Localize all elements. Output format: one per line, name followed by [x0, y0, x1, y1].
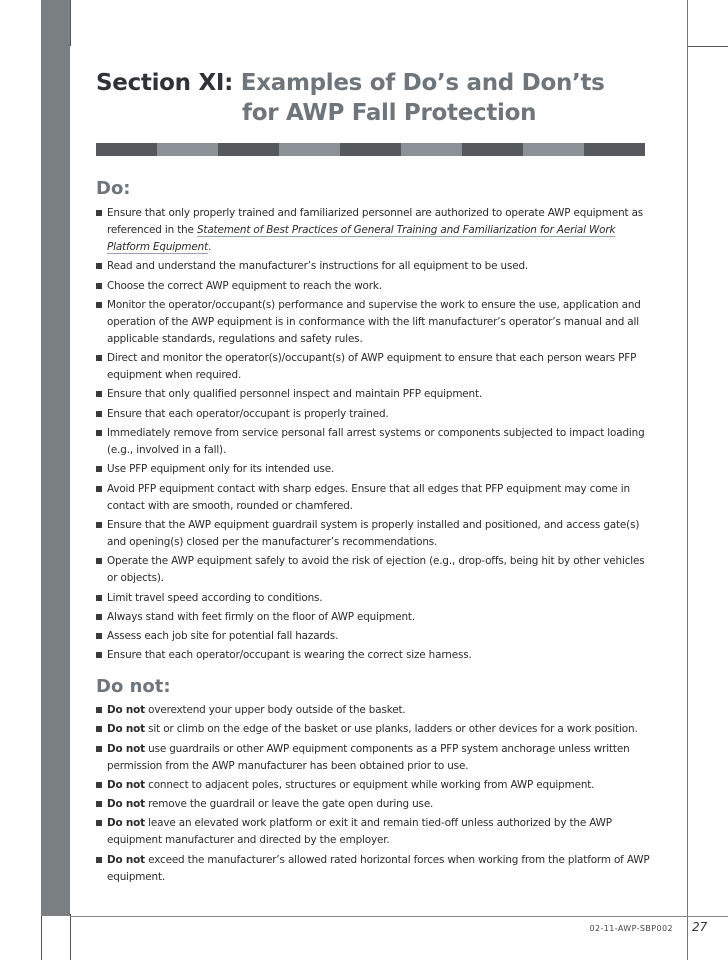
square-bullet-icon: [96, 652, 102, 658]
donot-list-item: [96, 852, 656, 886]
do-list-item: [96, 481, 656, 515]
square-bullet-icon: [96, 411, 102, 417]
do-list-item: [96, 205, 656, 256]
square-bullet-icon: [96, 430, 102, 436]
donot-list-item: [96, 815, 656, 849]
donot-list-item: [96, 796, 656, 813]
do-list-item: [96, 628, 656, 645]
square-bullet-icon: [96, 466, 102, 472]
square-bullet-icon: [96, 801, 102, 807]
do-list-item: [96, 406, 656, 423]
title-stripe: [96, 143, 645, 156]
square-bullet-icon: [96, 391, 102, 397]
footer-rule: [70, 916, 728, 917]
do-not-label: Do not: [107, 723, 145, 736]
item-text: Immediately remove from service personal fall arrest systems or components subjected to impact loading (e.g., involved in a fall).: [107, 427, 645, 457]
item-text: Direct and monitor the operator(s)/occupant(s) of AWP equipment to ensure that each person wears PFP equipment when required.: [107, 352, 637, 382]
title-prefix: Section XI:: [96, 70, 234, 96]
do-not-label: Do not: [107, 817, 145, 830]
item-text: leave an elevated work platform or exit it and remain tied-off unless authorized by the AWP equipment manufacturer and directed by the employer.: [107, 817, 612, 847]
square-bullet-icon: [96, 633, 102, 639]
item-text: sit or climb on the edge of the basket or use planks, ladders or other devices for a work position.: [144, 723, 638, 736]
item-text: Choose the correct AWP equipment to reach the work.: [107, 279, 382, 292]
do-not-label: Do not: [107, 798, 145, 811]
do-not-label: Do not: [107, 704, 145, 716]
do-list-item: [96, 258, 656, 275]
item-text: Assess each job site for potential fall hazards.: [107, 630, 339, 643]
square-bullet-icon: [96, 210, 102, 216]
do-heading: Do:: [96, 178, 131, 199]
square-bullet-icon: [96, 614, 102, 620]
do-not-label: Do not: [107, 742, 145, 755]
square-bullet-icon: [96, 707, 102, 713]
page-title: [96, 68, 605, 128]
item-text: Limit travel speed according to conditions.: [107, 591, 323, 604]
square-bullet-icon: [96, 302, 102, 308]
item-text: Read and understand the manufacturer’s instructions for all equipment to be used.: [107, 260, 529, 273]
do-list-item: [96, 350, 656, 384]
square-bullet-icon: [96, 782, 102, 788]
square-bullet-icon: [96, 263, 102, 269]
trim-mark: [70, 914, 71, 960]
document-code: 02-11-AWP-SBP002: [589, 924, 673, 933]
square-bullet-icon: [96, 820, 102, 826]
item-text: exceed the manufacturer’s allowed rated horizontal forces when working from the platform of AWP equipment.: [107, 853, 650, 883]
trim-mark: [41, 914, 42, 960]
do-list-item: [96, 553, 656, 587]
square-bullet-icon: [96, 522, 102, 528]
page-edge-rule: [687, 0, 688, 960]
do-list-item: [96, 517, 656, 551]
item-text: Ensure that each operator/occupant is wearing the correct size harness.: [107, 649, 472, 662]
trim-mark: [70, 0, 71, 46]
page-number: 27: [692, 920, 708, 934]
item-text: .: [208, 241, 212, 253]
item-text: remove the guardrail or leave the gate open during use.: [144, 798, 434, 811]
do-list-item: [96, 425, 656, 459]
item-text: Ensure that each operator/occupant is properly trained.: [107, 407, 389, 420]
do-list-item: [96, 278, 656, 295]
do-not-label: Do not: [107, 853, 145, 866]
item-text: Ensure that the AWP equipment guardrail system is properly installed and positioned, and access gate(s) and opening(s) closed per the manufacturer’s recommendations.: [107, 518, 640, 548]
do-list-item: [96, 461, 656, 478]
square-bullet-icon: [96, 726, 102, 732]
square-bullet-icon: [96, 746, 102, 752]
donot-list: [96, 702, 656, 888]
square-bullet-icon: [96, 595, 102, 601]
item-text: Ensure that only properly trained and familiarized personnel are authorized to operate AWP equipment as referenced in the: [107, 207, 644, 236]
item-text: Avoid PFP equipment contact with sharp edges. Ensure that all edges that PFP equipment may come in contact with are smooth, rounded or chamfered.: [107, 482, 630, 512]
page-sidebar-bar: [41, 0, 70, 916]
donot-heading: Do not:: [96, 676, 171, 697]
do-list-item: [96, 386, 656, 403]
item-text: use guardrails or other AWP equipment components as a PFP system anchorage unless written permission from the AWP manufacturer has been obtained prior to use.: [107, 742, 630, 772]
item-text: Always stand with feet firmly on the floor of AWP equipment.: [107, 610, 415, 623]
item-text: Operate the AWP equipment safely to avoid the risk of ejection (e.g., drop-offs, being hit by other vehicles or objects).: [107, 555, 645, 585]
do-not-label: Do not: [107, 778, 145, 791]
donot-list-item: [96, 702, 656, 719]
item-text: Ensure that only qualified personnel inspect and maintain PFP equipment.: [107, 388, 483, 401]
donot-list-item: [96, 741, 656, 775]
item-text: Use PFP equipment only for its intended use.: [107, 463, 335, 476]
trim-mark: [688, 46, 728, 47]
donot-list-item: [96, 777, 656, 794]
title-main-line2: for AWP Fall Protection: [242, 100, 537, 126]
square-bullet-icon: [96, 857, 102, 863]
do-list-item: [96, 609, 656, 626]
item-text: overextend your upper body outside of the basket.: [144, 704, 406, 716]
square-bullet-icon: [96, 486, 102, 492]
do-list: [96, 205, 656, 667]
do-list-item: [96, 297, 656, 348]
title-main-line1: Examples of Do’s and Don’ts: [240, 70, 605, 96]
donot-list-item: [96, 721, 656, 738]
item-text: connect to adjacent poles, structures or equipment while working from AWP equipment.: [144, 778, 595, 791]
do-list-item: [96, 590, 656, 607]
item-text: Monitor the operator/occupant(s) performance and supervise the work to ensure the use, application and operation of the AWP equipment is in conformance with the lift manufacturer’s operator’s manual and all applicable standards, regulations and safety rules.: [107, 298, 641, 345]
reference-title: Statement of Best Practices of General Training and Familiarization for Aerial Work Platform Equipment: [107, 224, 616, 253]
square-bullet-icon: [96, 283, 102, 289]
square-bullet-icon: [96, 355, 102, 361]
do-list-item: [96, 647, 656, 664]
square-bullet-icon: [96, 558, 102, 564]
